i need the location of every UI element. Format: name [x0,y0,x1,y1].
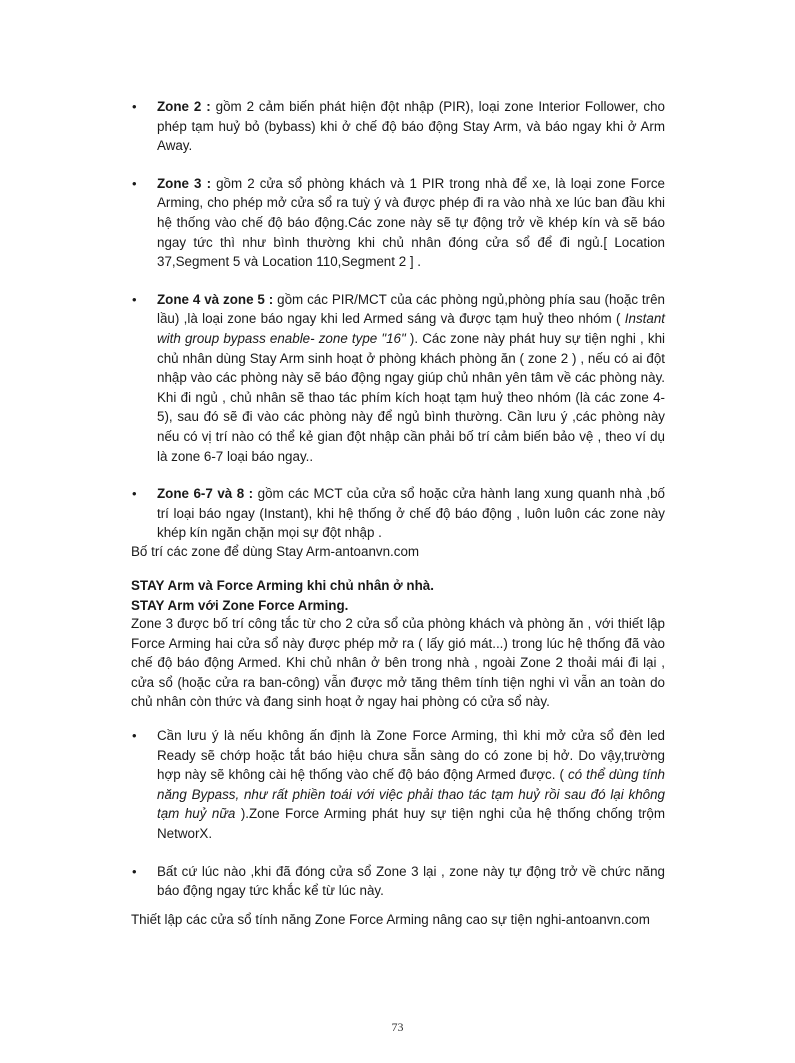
list-item-text [157,290,665,466]
zone-label: Zone 3 : [157,175,212,191]
zone-type-note: Instant with group bypass enable- zone type "16" [157,311,665,346]
zone-description: gồm 2 cảm biến phát hiện đột nhập (PIR), loại zone Interior Follower, cho phép tạm huỷ bỏ (bybass) khi ở chế độ báo động Stay Arm, và báo ngay khi ở Arm Away. [157,99,665,154]
zone-label: Zone 4 và zone 5 : [157,291,274,307]
note-text: Cần lưu ý là nếu không ấn định là Zone Force Arming, thì khi mở cửa sổ đèn led Ready sẽ chớp hoặc tắt báo hiệu chưa sẵn sàng do có zone bị hở. Do vậy,trường hợp này sẽ không cài hệ thống vào chế độ báo động Armed được. ( [157,728,665,783]
list-item-text [157,862,665,901]
bullet-icon: • [132,863,137,879]
subsection-heading: STAY Arm với Zone Force Arming. [131,598,349,613]
page-number: 73 [391,1020,404,1034]
figure-caption: Bố trí các zone để dùng Stay Arm-antoanvn.com [131,544,420,559]
section-heading: STAY Arm và Force Arming khi chủ nhân ở nhà. [131,578,434,593]
zone-description: gồm các MCT của cửa sổ hoặc cửa hành lang xung quanh nhà ,bố trí loại báo ngay (Instant), khi hệ thống ở chế độ báo động , luôn luôn các zone này khép kín ngăn chặn mọi sự đột nhập . [157,486,665,541]
zone-description: gồm các PIR/MCT của các phòng ngủ,phòng phía sau (hoặc trên lầu) ,là loại zone báo ngay khi led Armed sáng và được tạm huỷ theo nhóm ( [157,291,665,327]
zone-list [0,97,795,543]
zone-description-cont: ). Các zone này phát huy sự tiện nghi , khi chủ nhân dùng Stay Arm sinh hoạt ở phòng khách phòng ăn ( zone 2 ) , nếu có ai đột nhập vào các phòng này sẽ báo động ngay giúp chủ nhân yên tâm về các phòng này. Khi đi ngủ , chủ nhân sẽ thao tác phím kích hoạt tạm huỷ theo nhóm (là các zone 4-5), sau đó sẽ đi vào các phòng này để ngủ bình thường. Cần lưu ý ,các phòng này nếu có vị trí nào có thể kẻ gian đột nhập cần phải bố trí cảm biến bảo vệ , theo ví dụ là zone 6-7 loại báo ngay.. [157,330,665,464]
bullet-icon: • [132,291,137,307]
bullet-icon: • [132,175,137,191]
list-item-text [157,726,665,844]
list-item-zone-4-5 [0,290,795,466]
list-item-zone-3 [0,174,795,272]
list-item-note-2 [0,862,795,901]
zone-description: gồm 2 cửa sổ phòng khách và 1 PIR trong nhà để xe, là loại zone Force Arming, cho phép mở cửa sổ ra tuỳ ý và được phép đi ra vào nhà xe lúc ban đầu khi hệ thống vào chế độ báo động.Các zone này sẽ tự động trở về khép kín và sẽ báo ngay tức thì như bình thường khi chủ nhân đóng cửa sổ để đi ngủ.[ Location 37,Segment 5 và Location 110,Segment 2 ] . [157,175,665,270]
figure-caption-2: Thiết lập các cửa sổ tính năng Zone Force Arming nâng cao sự tiện nghi-antoanvn.com [131,912,650,927]
bullet-icon: • [132,99,137,114]
zone-label: Zone 6-7 và 8 : [157,486,254,502]
zone-label: Zone 2 : [157,99,211,114]
list-item-text [157,97,665,156]
list-item-text [157,484,665,543]
list-item-zone-2 [0,97,795,156]
body-paragraph: Zone 3 được bố trí công tắc từ cho 2 cửa sổ của phòng khách và phòng ăn , với thiết lập Force Arming hai cửa sổ này được phép mở ra ( lấy gió mát...) trong lúc hệ thống đã vào chế độ báo động Armed. Khi chủ nhân ở bên trong nhà , ngoài Zone 2 thoải mái đi lại , cửa sổ (hoặc cửa ra ban-công) vẫn được mở tăng thêm tính tiện nghi vì vẫn an toàn do chủ nhân còn thức và đang sinh hoạt ở ngay hai phòng có cửa sổ này. [131,616,665,710]
note-italic: có thể dùng tính năng Bypass, như rất phiền toái với việc phải thao tác tạm huỷ rồi sau đó lại không tạm huỷ nữa [157,767,665,822]
bullet-icon: • [132,486,137,502]
list-item-zone-6-8 [0,484,795,543]
notes-list [0,726,795,901]
bullet-icon: • [132,728,137,743]
note-text-cont: ).Zone Force Arming phát huy sự tiện nghi của hệ thống chống trộm NetworX. [157,806,665,841]
list-item-note-1 [0,726,795,844]
note-text: Bất cứ lúc nào ,khi đã đóng cửa sổ Zone 3 lại , zone này tự động trở về chức năng báo động ngay tức khắc kể từ lúc này. [157,863,665,899]
list-item-text [157,174,665,272]
